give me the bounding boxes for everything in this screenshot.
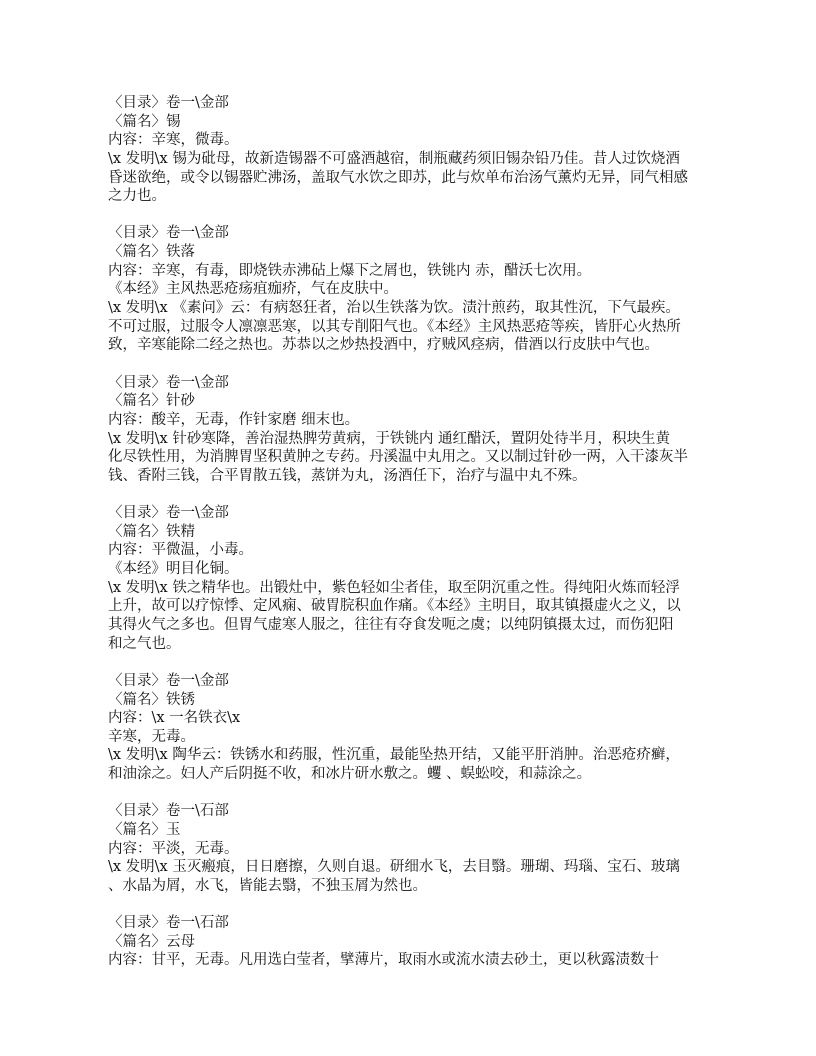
entry-block [108, 224, 728, 354]
entry-text-line: 钱、香附三钱，合平胃散五钱，蒸饼为丸，汤酒任下，治疗与温中丸不殊。 [108, 467, 587, 484]
entry-text-line: 、水晶为屑，水飞，皆能去翳，不独玉屑为然也。 [108, 877, 427, 894]
entry-text-line: \x 发明\x 陶华云：铁锈水和药服，性沉重，最能坠热开结，又能平肝消肿。治恶疮疥癣， [108, 747, 680, 764]
entry-text-line: 内容：辛寒，微毒。 [108, 132, 239, 149]
entry-text-line: \x 发明\x 铁之精华也。出锻灶中，紫色轻如尘者佳，取至阴沉重之性。得纯阳火炼而轻浮 [108, 579, 680, 596]
entry-text-line: 上升，故可以疗惊悸、定风痫、破胃脘积血作痛。《本经》主明目，取其镇摄虚火之义，以 [108, 598, 681, 615]
entry-text-line: \x 发明\x 针砂寒降，善治湿热脾劳黄病，于铁铫内 通红醋沃，置阴处待半月，积块生黄 [108, 430, 670, 447]
entry-text-line: \x 发明\x 玉灭瘢痕，日日磨擦，久则自退。研细水飞，去目翳。珊瑚、玛瑙、宝石、玻璃 [108, 859, 680, 876]
document-body [108, 94, 728, 989]
entry-block [108, 914, 728, 970]
entry-text-line: 《本经》主风热恶疮疡疽痂疥，气在皮肤中。 [108, 281, 398, 298]
entry-text-line: 内容：酸辛，无毒，作针家磨 细末也。 [108, 411, 360, 428]
entry-title: 〈篇名〉铁锈 [108, 691, 195, 708]
entry-block [108, 94, 728, 206]
entry-text-line: 内容：\x 一名铁衣\x [108, 710, 241, 727]
entry-catalog: 〈目录〉卷一\石部 [108, 803, 229, 820]
entry-text-line: \x 发明\x 锡为砒母，故新造锡器不可盛酒越宿，制瓶藏药须旧锡杂铅乃佳。昔人过饮烧酒 [108, 150, 680, 167]
entry-text-line: 内容：甘平，无毒。凡用选白莹者，擘薄片，取雨水或流水渍去砂土，更以秋露渍数十 [108, 952, 659, 969]
entry-text-line: 内容：平微温，小毒。 [108, 542, 253, 559]
entry-block [108, 802, 728, 895]
entry-text-line: 昏迷欲绝，或令以锡器贮沸汤，盖取气水饮之即苏，此与炊单布治汤气薰灼无异，同气相感 [108, 169, 688, 186]
entry-text-line: 不可过服，过服令人凛凛恶寒，以其专削阳气也。《本经》主风热恶疮等疾，皆肝心火热所 [108, 318, 681, 335]
entry-text-line: 《本经》明目化铜。 [108, 561, 239, 578]
entry-title: 〈篇名〉铁落 [108, 244, 195, 261]
entry-text-line: 其得火气之多也。但胃气虚寒人服之，往往有夺食发呃之虞；以纯阴镇摄太过，而伤犯阳 [108, 616, 674, 633]
entry-catalog: 〈目录〉卷一\金部 [108, 95, 229, 111]
entry-text-line: 辛寒，无毒。 [108, 728, 195, 745]
entry-catalog: 〈目录〉卷一\金部 [108, 225, 229, 242]
entry-title: 〈篇名〉铁精 [108, 523, 195, 540]
entry-title: 〈篇名〉锡 [108, 113, 181, 130]
entry-catalog: 〈目录〉卷一\金部 [108, 505, 229, 522]
entry-text-line: \x 发明\x 《素问》云：有病怒狂者，治以生铁落为饮。渍汁煎药，取其性沉，下气最疾。 [108, 300, 680, 317]
entry-text-line: 和之气也。 [108, 635, 181, 652]
entry-title: 〈篇名〉针砂 [108, 393, 195, 410]
entry-catalog: 〈目录〉卷一\石部 [108, 915, 229, 932]
entry-text-line: 致，辛寒能除二经之热也。苏恭以之炒热投酒中，疗贼风痉病，借酒以行皮肤中气也。 [108, 337, 659, 354]
entry-block [108, 374, 728, 486]
entry-text-line: 和油涂之。妇人产后阴挺不收，和冰片研水敷之。蠼 、蜈蚣咬，和蒜涂之。 [108, 766, 592, 783]
entry-title: 〈篇名〉云母 [108, 933, 195, 950]
entry-text-line: 内容：平淡，无毒。 [108, 840, 239, 857]
entry-text-line: 化尽铁性用，为消脾胃坚积黄肿之专药。丹溪温中丸用之。又以制过针砂一两，入干漆灰半 [108, 449, 688, 466]
entry-block [108, 504, 728, 653]
entry-block [108, 672, 728, 784]
entry-catalog: 〈目录〉卷一\金部 [108, 374, 229, 391]
entry-text-line: 之力也。 [108, 188, 166, 205]
entry-title: 〈篇名〉玉 [108, 821, 181, 838]
entry-catalog: 〈目录〉卷一\金部 [108, 672, 229, 689]
entry-text-line: 内容：辛寒，有毒，即烧铁赤沸砧上爆下之屑也，铁铫内 赤，醋沃七次用。 [108, 262, 592, 279]
